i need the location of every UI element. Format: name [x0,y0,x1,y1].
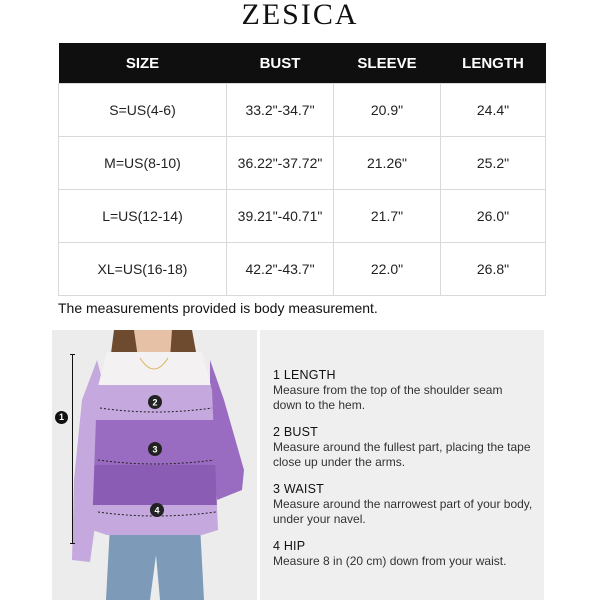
marker-waist [148,442,162,456]
cell-bust: 42.2"-43.7" [227,243,334,296]
ruler-tick-bottom [70,543,75,544]
cell-bust: 39.21"-40.71" [227,190,334,243]
list-item [273,482,533,527]
cell-length: 24.4" [441,84,546,137]
ruler-tick-top [70,354,75,355]
cell-size: M=US(8-10) [59,137,227,190]
cell-bust: 36.22"-37.72" [227,137,334,190]
measurement-guide-panel [260,330,544,600]
cell-size: S=US(4-6) [59,84,227,137]
list-item [273,425,533,470]
cell-size: XL=US(16-18) [59,243,227,296]
measurement-list [273,368,533,581]
cell-sleeve: 21.26" [334,137,441,190]
svg-text:3: 3 [152,444,158,455]
marker-hip [150,503,164,517]
header-length: LENGTH [441,43,546,84]
header-bust: BUST [227,43,334,84]
marker-length: 1 [55,411,68,424]
measurement-note: The measurements provided is body measurement. [58,300,378,316]
marker-bust [148,395,162,409]
table-row [59,243,546,296]
cell-length: 26.0" [441,190,546,243]
measure-title: 4 HIP [273,539,306,553]
measure-title: 1 LENGTH [273,368,336,382]
svg-text:2: 2 [152,397,158,408]
cell-bust: 33.2"-34.7" [227,84,334,137]
cell-sleeve: 20.9" [334,84,441,137]
list-item [273,539,533,569]
cell-size: L=US(12-14) [59,190,227,243]
measure-desc: Measure around the narrowest part of your body, under your navel. [273,497,533,526]
length-ruler [72,354,73,544]
cell-length: 25.2" [441,137,546,190]
cell-length: 26.8" [441,243,546,296]
list-item [273,368,533,413]
table-header-row [59,43,546,84]
product-photo [52,330,257,600]
brand-logo: ZESICA [241,0,359,31]
size-chart-table [58,43,546,296]
cell-sleeve: 22.0" [334,243,441,296]
measure-desc: Measure around the fullest part, placing the tape close up under the arms. [273,440,531,469]
stripe-deep [82,465,232,505]
table-row [59,190,546,243]
measure-title: 3 WAIST [273,482,324,496]
header-sleeve: SLEEVE [334,43,441,84]
svg-text:4: 4 [154,505,160,516]
measure-title: 2 BUST [273,425,318,439]
cell-sleeve: 21.7" [334,190,441,243]
table-row [59,84,546,137]
sweater-illustration [52,330,257,600]
header-size: SIZE [59,43,227,84]
table-row [59,137,546,190]
measure-desc: Measure from the top of the shoulder seam down to the hem. [273,383,503,412]
measure-desc: Measure 8 in (20 cm) down from your waist. [273,554,507,568]
